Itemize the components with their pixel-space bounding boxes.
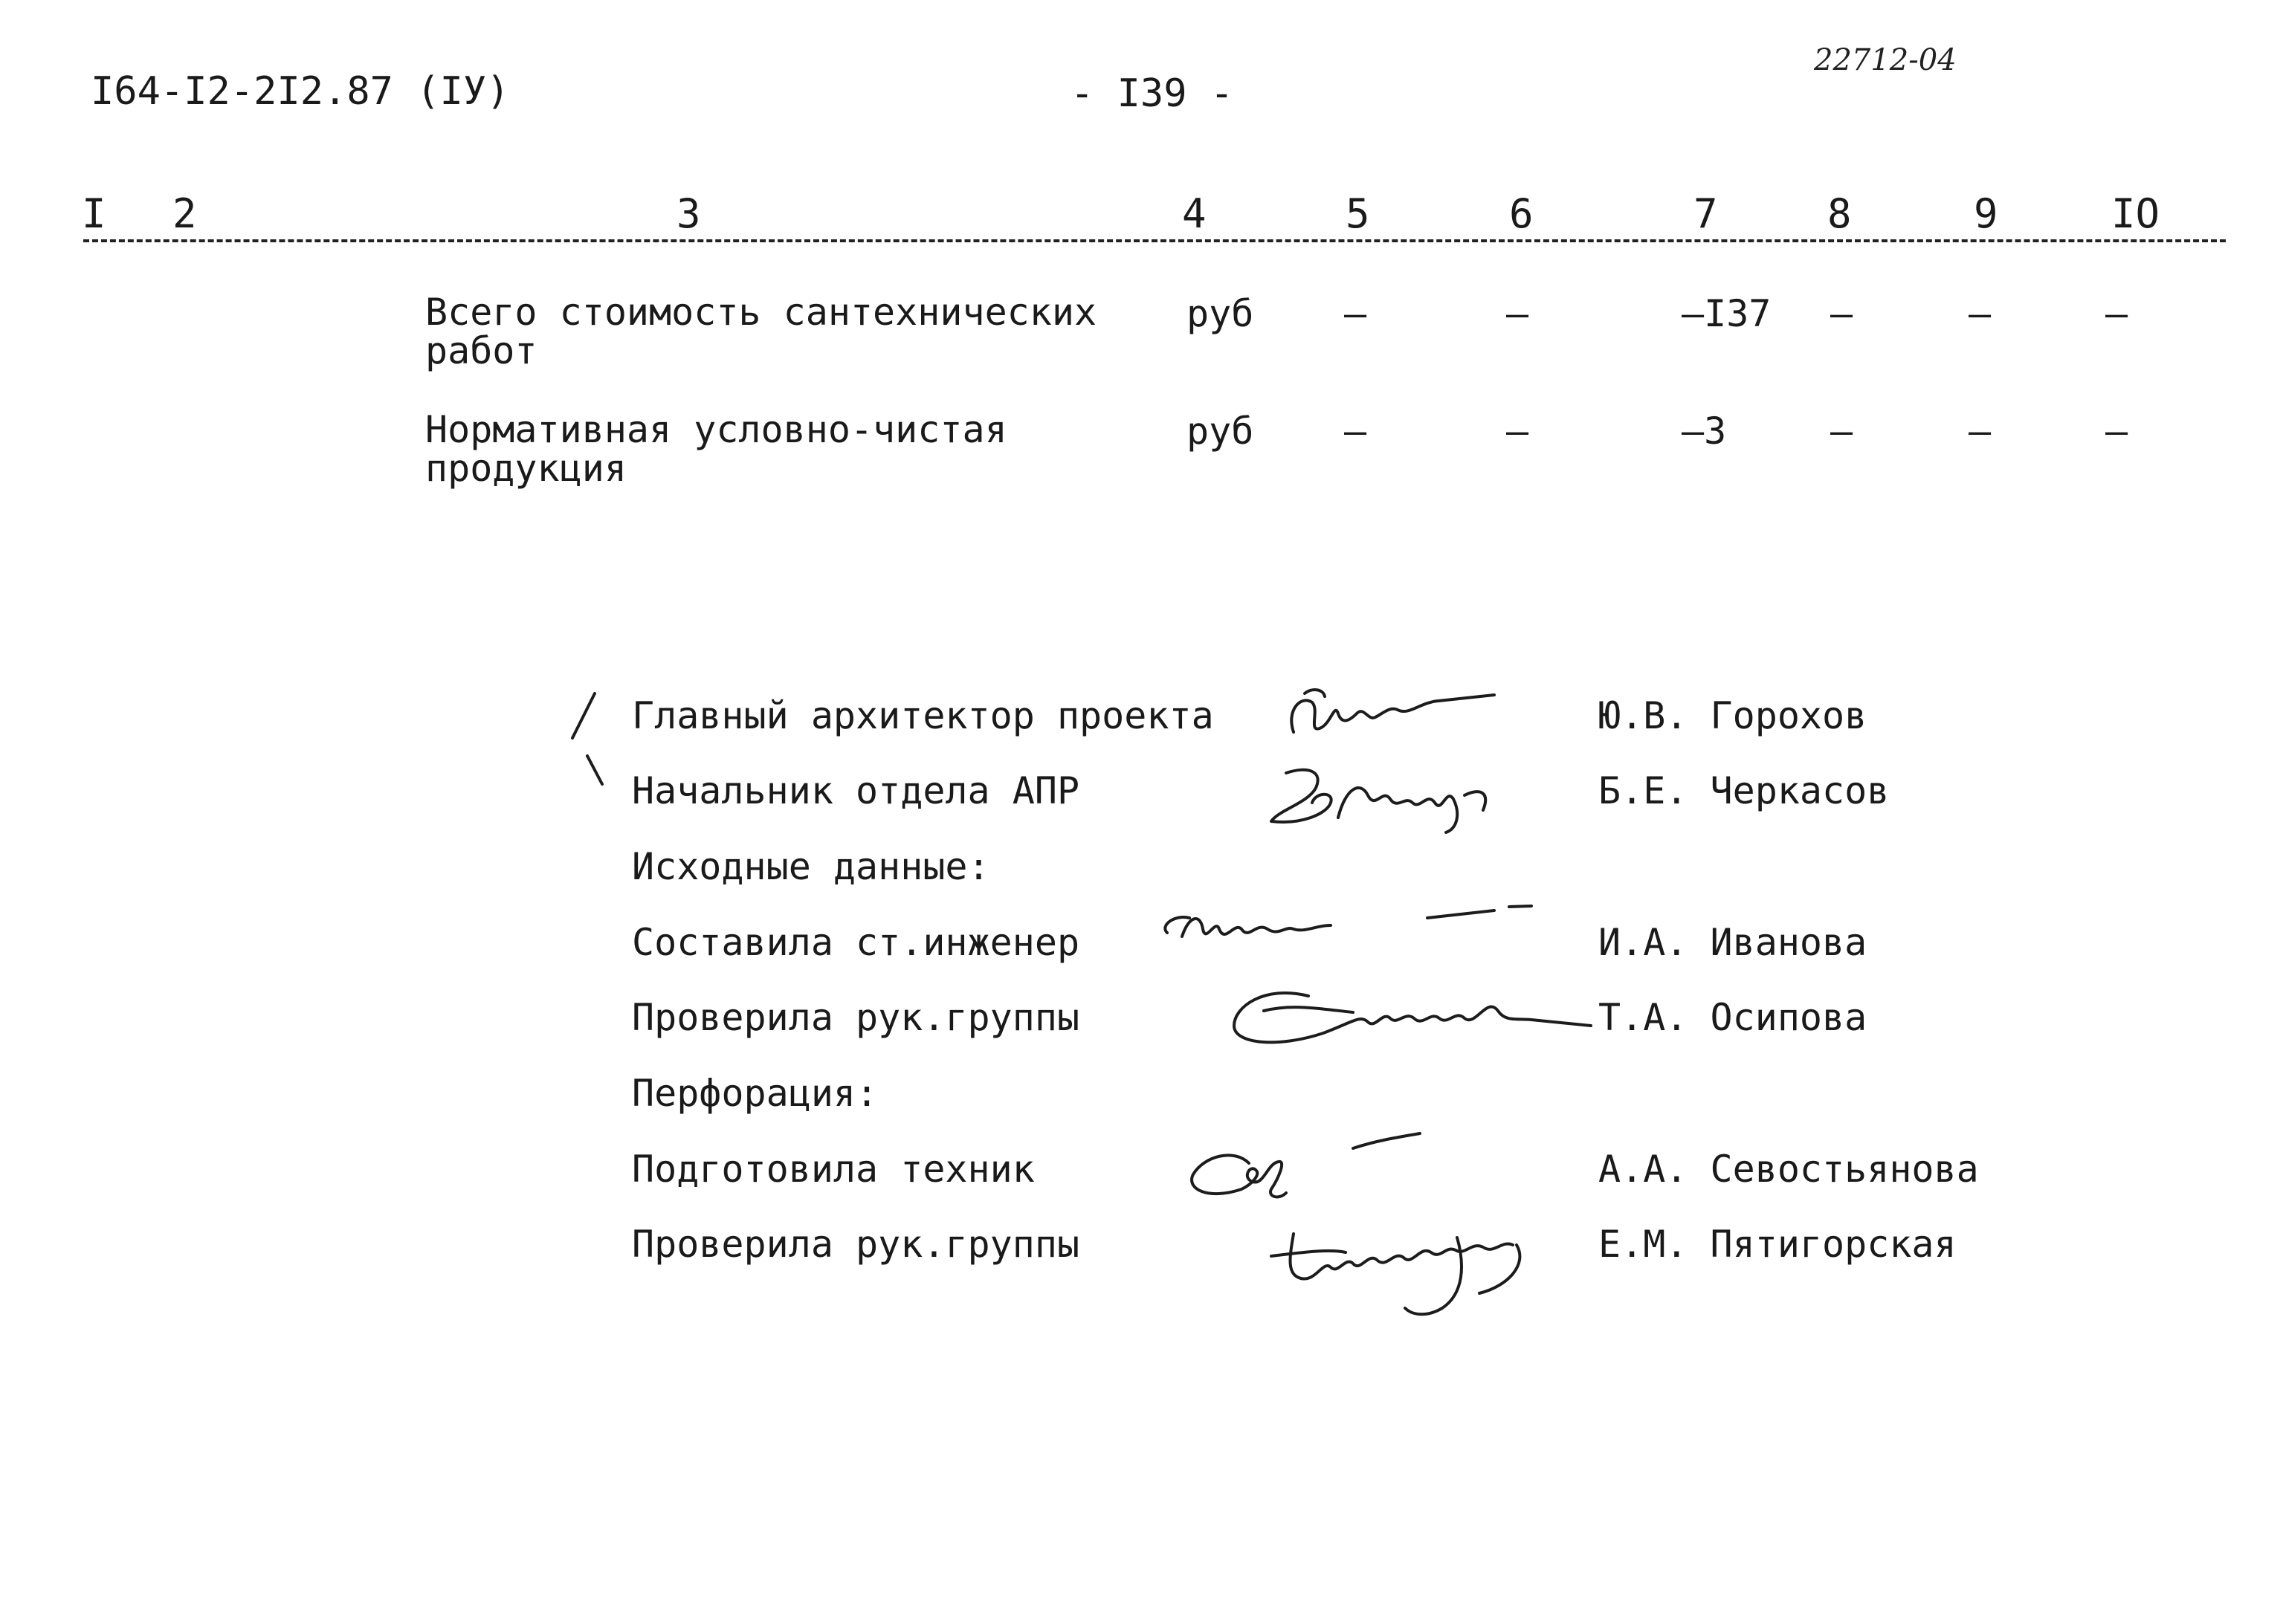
signature-name: И.А. Иванова — [1598, 921, 1867, 964]
signature-role: Проверила рук.группы — [632, 996, 1080, 1039]
section-label: Перфорация: — [632, 1072, 879, 1115]
signature-role: Подготовила техник — [632, 1148, 1035, 1191]
row-col6: – — [1506, 292, 1529, 335]
page-number: - I39 - — [1071, 71, 1234, 116]
signature-name: Б.Е. Черкасов — [1598, 769, 1890, 812]
signature-name: Ю.В. Горохов — [1598, 694, 1867, 737]
document-code: I64-I2-2I2.87 (IУ) — [91, 69, 510, 114]
row-col6: – — [1506, 410, 1529, 453]
row-col9: – — [1969, 410, 1992, 453]
handwritten-signature — [1167, 1119, 1479, 1215]
column-header: 7 — [1693, 190, 1718, 237]
row-unit: руб — [1186, 292, 1254, 335]
row-col7: –I37 — [1682, 292, 1772, 335]
signature-name: А.А. Севостьянова — [1598, 1148, 1979, 1191]
signature-role: Главный архитектор проекта — [632, 694, 1214, 737]
row-col10: – — [2105, 292, 2128, 335]
row-col8: – — [1830, 410, 1853, 453]
row-unit: руб — [1186, 410, 1254, 453]
handwritten-signature — [1219, 966, 1606, 1063]
signature-role: Проверила рук.группы — [632, 1223, 1080, 1266]
section-label: Исходные данные: — [632, 845, 990, 888]
column-header: 6 — [1509, 190, 1534, 237]
margin-tick-mark — [565, 688, 610, 792]
column-header: I — [82, 190, 106, 237]
row-name: Нормативная условно-чистая продукция — [425, 408, 1007, 490]
row-col10: – — [2105, 410, 2128, 453]
archive-number: 22712-04 — [1814, 43, 1957, 77]
signature-role: Начальник отдела АПР — [632, 769, 1080, 812]
column-header: 9 — [1974, 190, 1998, 237]
handwritten-signature — [1256, 758, 1524, 840]
column-header: 5 — [1346, 190, 1370, 237]
signature-name: Т.А. Осипова — [1598, 996, 1867, 1039]
row-col5: – — [1344, 292, 1367, 335]
row-col9: – — [1969, 292, 1992, 335]
handwritten-signature — [1145, 896, 1561, 977]
column-header: 2 — [172, 190, 197, 237]
row-col5: – — [1344, 410, 1367, 453]
signature-name: Е.М. Пятигорская — [1598, 1223, 1957, 1266]
row-name: Всего стоимость сантехнических работ — [425, 291, 1097, 372]
column-header: 8 — [1827, 190, 1852, 237]
column-header: IO — [2111, 190, 2160, 237]
handwritten-signature — [1256, 1204, 1598, 1330]
row-col8: – — [1830, 292, 1853, 335]
signature-role: Составила ст.инженер — [632, 921, 1080, 964]
header-rule — [83, 239, 2226, 242]
column-header: 4 — [1182, 190, 1207, 237]
row-col7: –3 — [1682, 410, 1727, 453]
handwritten-signature — [1279, 680, 1502, 747]
column-header: 3 — [676, 190, 701, 237]
